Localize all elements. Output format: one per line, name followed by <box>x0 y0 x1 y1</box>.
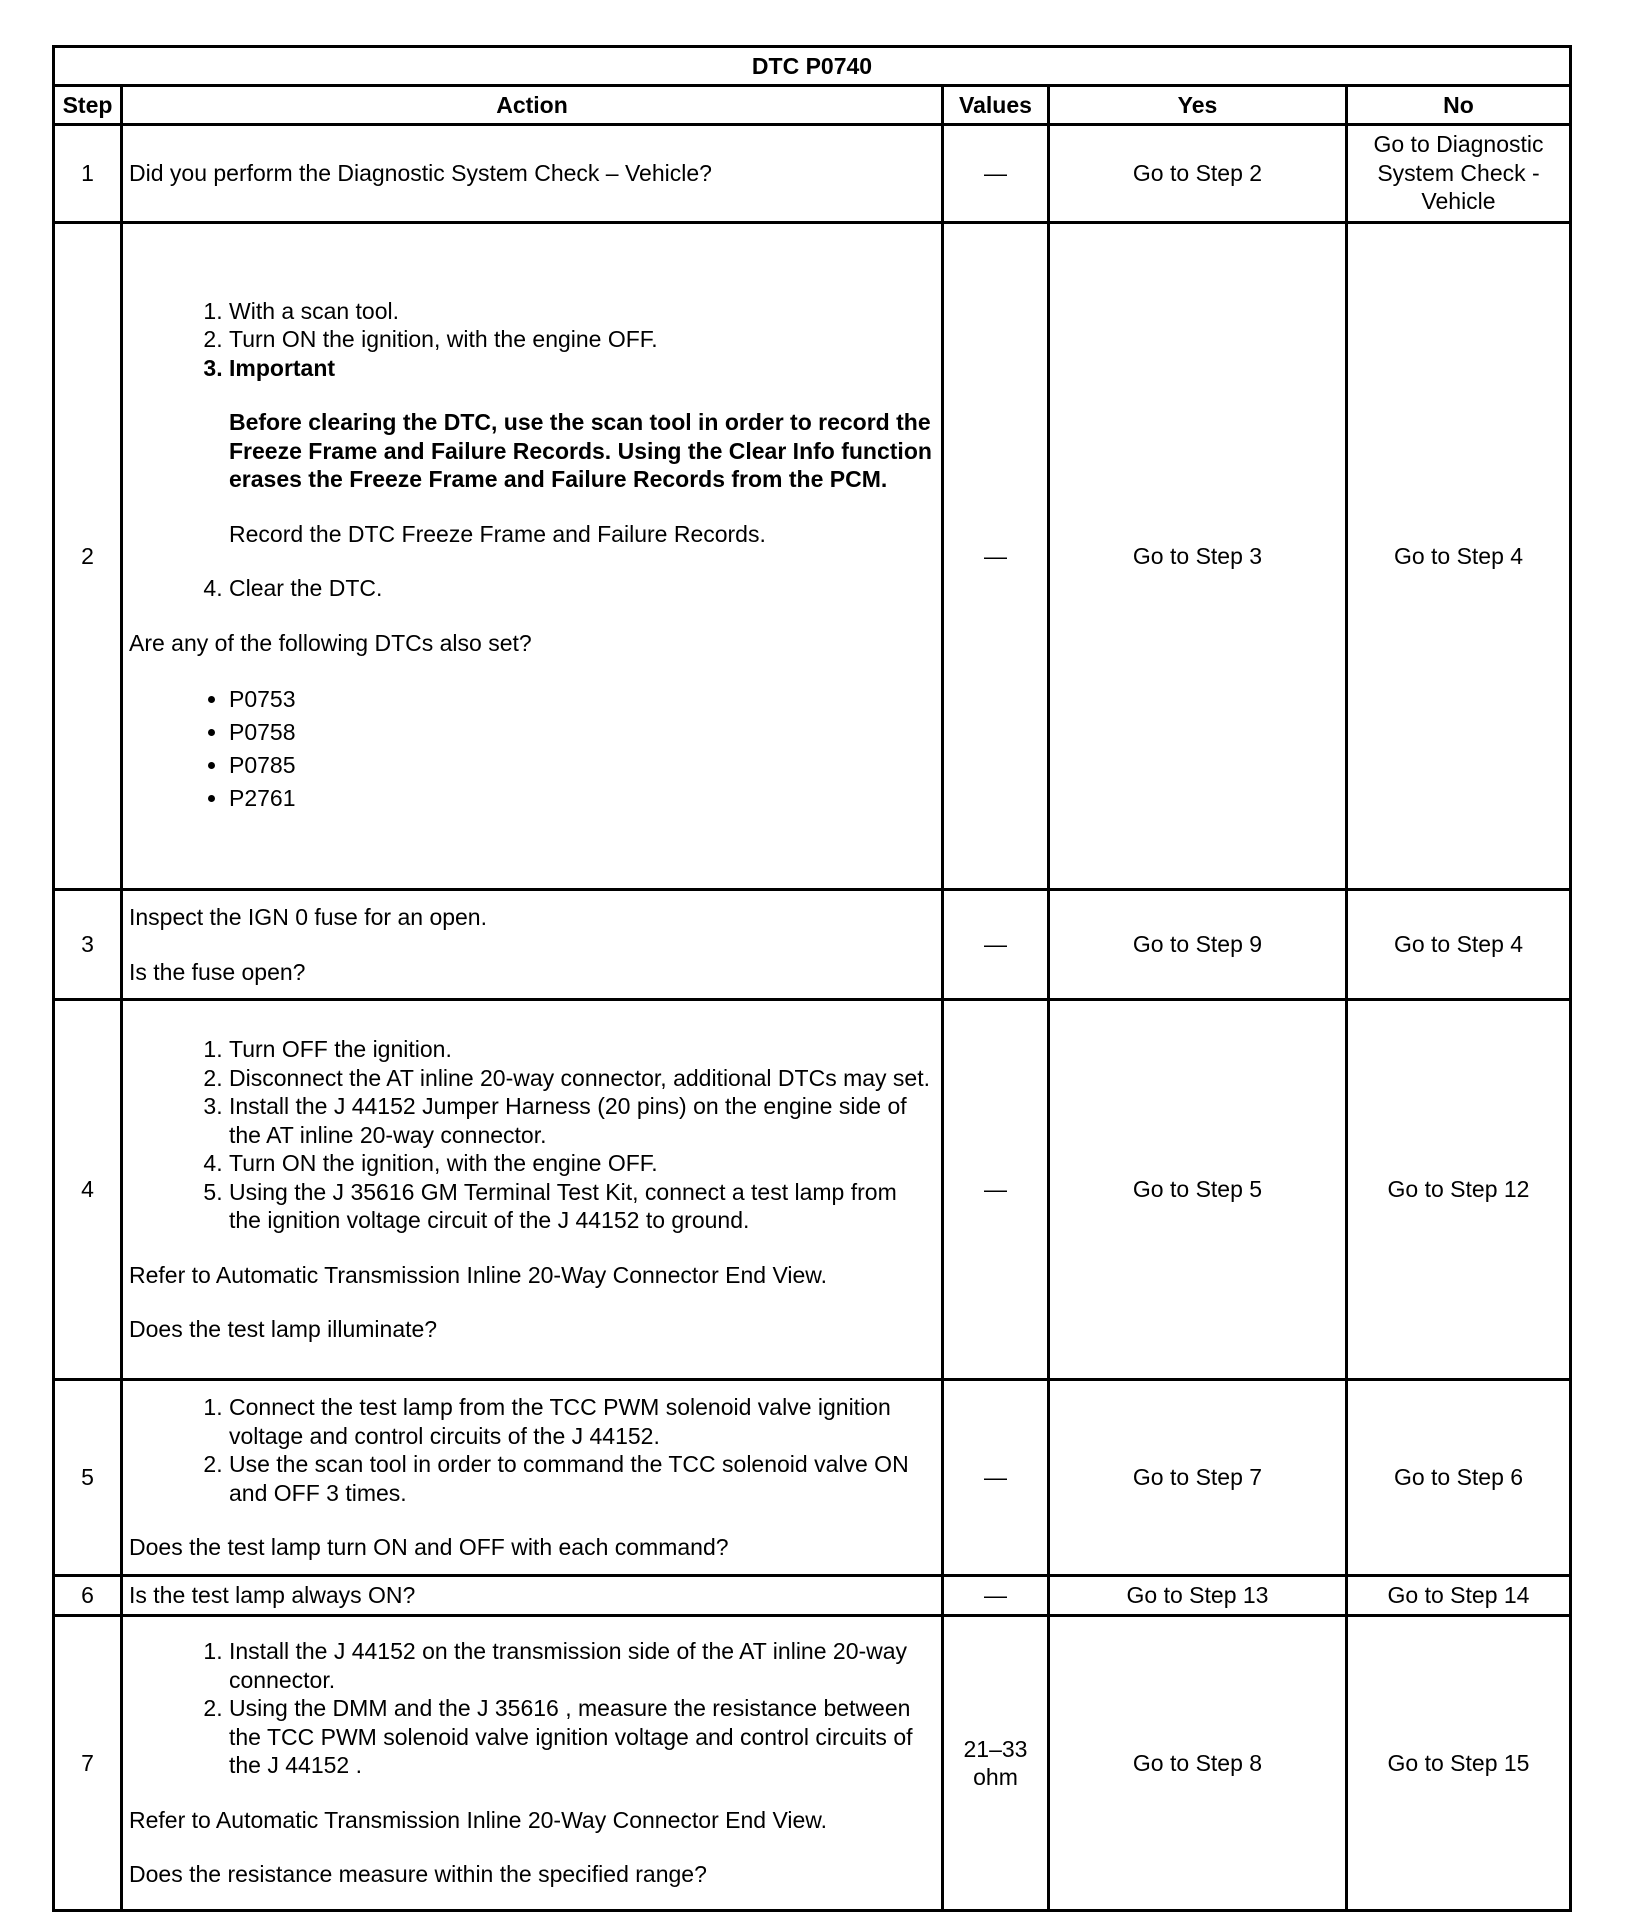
no-cell: Go to Step 15 <box>1347 1616 1571 1911</box>
table-row-step-5 <box>54 1380 1571 1576</box>
refer-text: Refer to Automatic Transmission Inline 20-Way Connector End View. <box>129 1261 827 1288</box>
values-cell: — <box>943 125 1049 223</box>
action-cell <box>122 125 943 223</box>
list-item: 1. With a scan tool. <box>229 297 935 326</box>
yes-cell: Go to Step 13 <box>1049 1576 1347 1616</box>
no-cell: Go to Step 6 <box>1347 1380 1571 1576</box>
value-range: 21–33 <box>963 1735 1028 1762</box>
list-item: 1. Turn OFF the ignition. <box>229 1035 935 1064</box>
refer-text: Refer to Automatic Transmission Inline 20-Way Connector End View. <box>129 1806 827 1833</box>
step-number: 3 <box>54 890 122 1000</box>
question-text: Does the test lamp illuminate? <box>129 1316 438 1343</box>
list-item: 2. Use the scan tool in order to command the TCC solenoid valve ON and OFF 3 times. <box>229 1450 935 1507</box>
question-text: Did you perform the Diagnostic System Check – Vehicle? <box>129 160 712 187</box>
table-row-step-3 <box>54 890 1571 1000</box>
table-row-step-4 <box>54 1000 1571 1380</box>
question-text: Does the test lamp turn ON and OFF with each command? <box>129 1534 729 1561</box>
list-item: 2. Disconnect the AT inline 20-way connector, additional DTCs may set. <box>229 1064 935 1093</box>
step-number: 4 <box>54 1000 122 1380</box>
no-cell: Go to Diagnostic System Check - Vehicle <box>1347 125 1571 223</box>
no-cell: Go to Step 14 <box>1347 1576 1571 1616</box>
values-cell: — <box>943 1380 1049 1576</box>
values-cell: — <box>943 1000 1049 1380</box>
list-item: • P0753 <box>229 683 935 716</box>
header-no: No <box>1347 86 1571 125</box>
no-cell: Go to Step 4 <box>1347 890 1571 1000</box>
header-values: Values <box>943 86 1049 125</box>
list-item: 3. Important <box>229 354 935 383</box>
list-item: 1. Connect the test lamp from the TCC PWM solenoid valve ignition voltage and control circuits of the J 44152. <box>229 1393 935 1450</box>
action-cell <box>122 1576 943 1616</box>
list-item: • P2761 <box>229 782 935 815</box>
table-row-step-2 <box>54 223 1571 890</box>
list-item: 5. Using the J 35616 GM Terminal Test Kit, connect a test lamp from the ignition voltage circuit of the J 44152 to ground. <box>229 1178 935 1235</box>
step-number: 6 <box>54 1576 122 1616</box>
values-cell: — <box>943 1576 1049 1616</box>
action-steps-list <box>129 1637 935 1780</box>
table-row-step-6 <box>54 1576 1571 1616</box>
table-row-step-1 <box>54 125 1571 223</box>
step-number: 5 <box>54 1380 122 1576</box>
action-steps-list <box>129 297 935 383</box>
step-number: 1 <box>54 125 122 223</box>
table-row-step-7 <box>54 1616 1571 1911</box>
step-number: 2 <box>54 223 122 890</box>
dtc-table <box>52 45 1572 1912</box>
list-item: 2. Using the DMM and the J 35616 , measure the resistance between the TCC PWM solenoid valve ignition voltage and control circuits of the J 44152 . <box>229 1694 935 1780</box>
yes-cell: Go to Step 8 <box>1049 1616 1347 1911</box>
yes-cell: Go to Step 9 <box>1049 890 1347 1000</box>
yes-cell: Go to Step 3 <box>1049 223 1347 890</box>
yes-cell: Go to Step 7 <box>1049 1380 1347 1576</box>
list-item: 1. Install the J 44152 on the transmission side of the AT inline 20-way connector. <box>229 1637 935 1694</box>
dtc-list <box>129 683 935 815</box>
header-action: Action <box>122 86 943 125</box>
values-cell: — <box>943 890 1049 1000</box>
no-cell: Go to Step 4 <box>1347 223 1571 890</box>
question-text: Is the test lamp always ON? <box>129 1582 416 1609</box>
values-cell <box>943 1616 1049 1911</box>
action-cell <box>122 1000 943 1380</box>
action-steps-list <box>129 1393 935 1507</box>
question-text: Is the fuse open? <box>129 958 306 985</box>
instruction-text: Inspect the IGN 0 fuse for an open. <box>129 904 487 930</box>
values-cell: — <box>943 223 1049 890</box>
question-text: Does the resistance measure within the specified range? <box>129 1861 707 1888</box>
question-text: Are any of the following DTCs also set? <box>129 629 532 656</box>
step-number: 7 <box>54 1616 122 1911</box>
action-cell <box>122 223 943 890</box>
important-note: Before clearing the DTC, use the scan tool in order to record the Freeze Frame and Failure Records. Using the Clear Info function erases the Freeze Frame and Failure Records from the PCM. <box>229 409 932 493</box>
list-item: 4. Clear the DTC. <box>229 574 935 603</box>
header-yes: Yes <box>1049 86 1347 125</box>
record-instruction: Record the DTC Freeze Frame and Failure Records. <box>229 520 766 547</box>
header-step: Step <box>54 86 122 125</box>
action-steps-list-continued <box>129 574 935 603</box>
value-unit: ohm <box>973 1764 1018 1790</box>
yes-cell: Go to Step 5 <box>1049 1000 1347 1380</box>
list-item: 4. Turn ON the ignition, with the engine OFF. <box>229 1149 935 1178</box>
action-cell <box>122 1616 943 1911</box>
no-cell: Go to Step 12 <box>1347 1000 1571 1380</box>
list-item: 2. Turn ON the ignition, with the engine OFF. <box>229 325 935 354</box>
list-item: 3. Install the J 44152 Jumper Harness (20 pins) on the engine side of the AT inline 20-way connector. <box>229 1092 935 1149</box>
action-cell <box>122 1380 943 1576</box>
list-item: • P0758 <box>229 716 935 749</box>
action-cell <box>122 890 943 1000</box>
list-item: • P0785 <box>229 749 935 782</box>
table-title: DTC P0740 <box>54 47 1571 86</box>
yes-cell: Go to Step 2 <box>1049 125 1347 223</box>
action-steps-list <box>129 1035 935 1235</box>
